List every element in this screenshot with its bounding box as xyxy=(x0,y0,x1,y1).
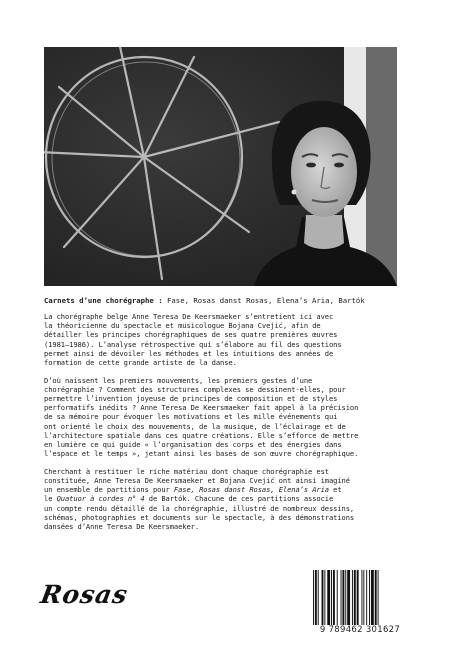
book-works: Fase, Rosas danst Rosas, Elena’s Aria, Bartók xyxy=(162,296,365,305)
paragraph-3-quartet: Quatuor à cordes n° 4 xyxy=(56,494,145,504)
paragraph-2: D’où naissent les premiers mouvements, les premiers gestes d’une chorégraphie ? Comment des structures complexes se dessinent-elles, pour permettre l’invention joyeuse de principes de composition et de styles performatifs inédits ? Anne Teresa De Keersmaeker fait appel à la précision de sa mémoire pour évoquer les motivations et les mille événements qui ont orienté le choix des mouvements, de la musique, de l’éclairage et de l’architecture spatiale dans ces quatre créations. Elle s’efforce de mettre en lumière ce qui guide « l’organisation des corps et des énergies dans l’espace et le temps », jetant ainsi les bases de son œuvre chorégraphique. xyxy=(44,375,359,459)
paragraph-1: La chorégraphe belge Anne Teresa De Keersmaeker s’entretient ici avec la théoricienne du spectacle et musicologue Bojana Cvejić, afin de détailler les principes chorégraphiques de ses quatre premières œuvres (1981–1986). L’analyse rétrospective qui s’élabore au fil des questions permet ainsi de dévoiler les méthodes et les intuitions des années de formation de cette grande artiste de la danse. xyxy=(44,312,342,368)
isbn-number: 9 789462 301627 xyxy=(312,625,408,635)
paragraph-3-works: Fase, Rosas danst Rosas, Elena’s Aria xyxy=(173,485,329,495)
publisher-logo: Rosas xyxy=(38,580,131,609)
book-title: Carnets d’une chorégraphe : xyxy=(44,296,163,305)
cover-photo xyxy=(44,47,397,286)
book-heading xyxy=(44,296,404,306)
isbn-barcode xyxy=(312,570,408,632)
paragraph-3 xyxy=(44,467,406,531)
paragraph-3-part-3: de Bartók. Chacune de ces partitions associe un compte rendu détaillé de la chorégraphie, illustré de nombreux dessins, schémas, photographies et documents sur le spectacle, à des démonstrations dansées d’Anne Teresa De Keersmaeker. xyxy=(44,494,355,532)
back-cover-text xyxy=(44,312,406,540)
paragraph-3-part-1: Cherchant à restituer le riche matériau dont chaque chorégraphie est constituée, Anne Teresa De Keersmaeker et Bojana Cvejić ont ainsi imaginé un ensemble de partitions pour xyxy=(44,466,350,495)
paragraph-3-part-2: et le xyxy=(44,485,342,504)
